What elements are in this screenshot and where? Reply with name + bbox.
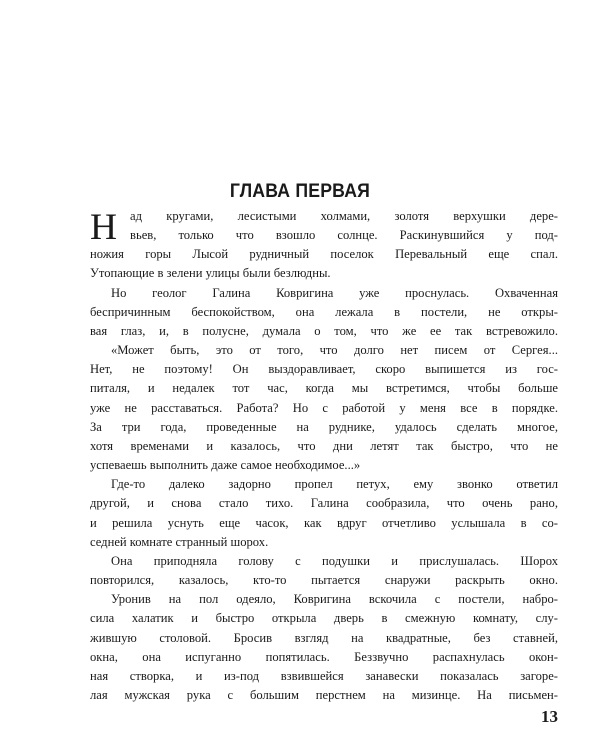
text-line: Утопающие в зелени улицы были безлюдны. [90, 266, 331, 280]
text-line: и решила уснуть еще часок, как вдруг отчетливо услышала в со- [90, 516, 558, 530]
text-line: вьев, только что взошло солнце. Раскинувшийся у под- [130, 228, 558, 242]
text-line: Где-то далеко задорно пропел петух, ему звонко ответил [111, 477, 558, 491]
text-line: Она приподняла голову с подушки и прислушалась. Шорох [111, 554, 558, 568]
text-line: За три года, проведенные на руднике, удалось сделать многое, [90, 420, 558, 434]
text-line: Нет, не поэтому! Он выздоравливает, скоро выпишется из гос- [90, 362, 558, 376]
text-line: лая мужская рука с большим перстнем на мизинце. На письмен- [90, 688, 558, 702]
page-number: 13 [541, 707, 558, 726]
text-line: успеваешь выполнить даже самое необходимое...» [90, 458, 361, 472]
text-line: хотя временами и казалось, что дни летят так быстро, что не [90, 439, 558, 453]
text-line: Уронив на пол одеяло, Ковригина вскочила с постели, набро- [111, 592, 558, 606]
text-line: уже не расставаться. Работа? Но с работой у меня все в порядке. [90, 401, 558, 415]
chapter-title: ГЛАВА ПЕРВАЯ [229, 181, 371, 202]
text-line: жившую столовой. Бросив взгляд на квадратные, без ставней, [90, 631, 558, 645]
text-line: ная створка, и из-под взвившейся занавески показалась загоре- [90, 669, 558, 683]
text-line: «Может быть, это от того, что долго нет писем от Сергея... [111, 343, 558, 357]
text-line: Но геолог Галина Ковригина уже проснулась. Охваченная [111, 286, 558, 300]
drop-cap: Н [90, 207, 118, 248]
text-line: беспричинным беспокойством, она лежала в постели, не откры- [90, 305, 558, 319]
text-line: питаля, и недалек тот час, когда мы встретимся, чтобы больше [90, 381, 558, 395]
text-line: сила халатик и быстро открыла дверь в смежную комнату, слу- [90, 611, 558, 625]
text-line: ножия горы Лысой рудничный поселок Перевальный еще спал. [90, 247, 558, 261]
text-line: другой, и снова стало тихо. Галина сообразила, что очень рано, [90, 496, 558, 510]
text-line: окна, она испуганно попятилась. Беззвучно распахнулась окон- [90, 650, 558, 664]
text-line: ад кругами, лесистыми холмами, золотя верхушки дере- [130, 209, 558, 223]
text-line: вая глаз, и, в полусне, думала о том, что же ее так встревожило. [90, 324, 558, 338]
text-line: повторился, казалось, кто-то пытается снаружи раскрыть окно. [90, 573, 558, 587]
text-line: седней комнате странный шорох. [90, 535, 269, 549]
